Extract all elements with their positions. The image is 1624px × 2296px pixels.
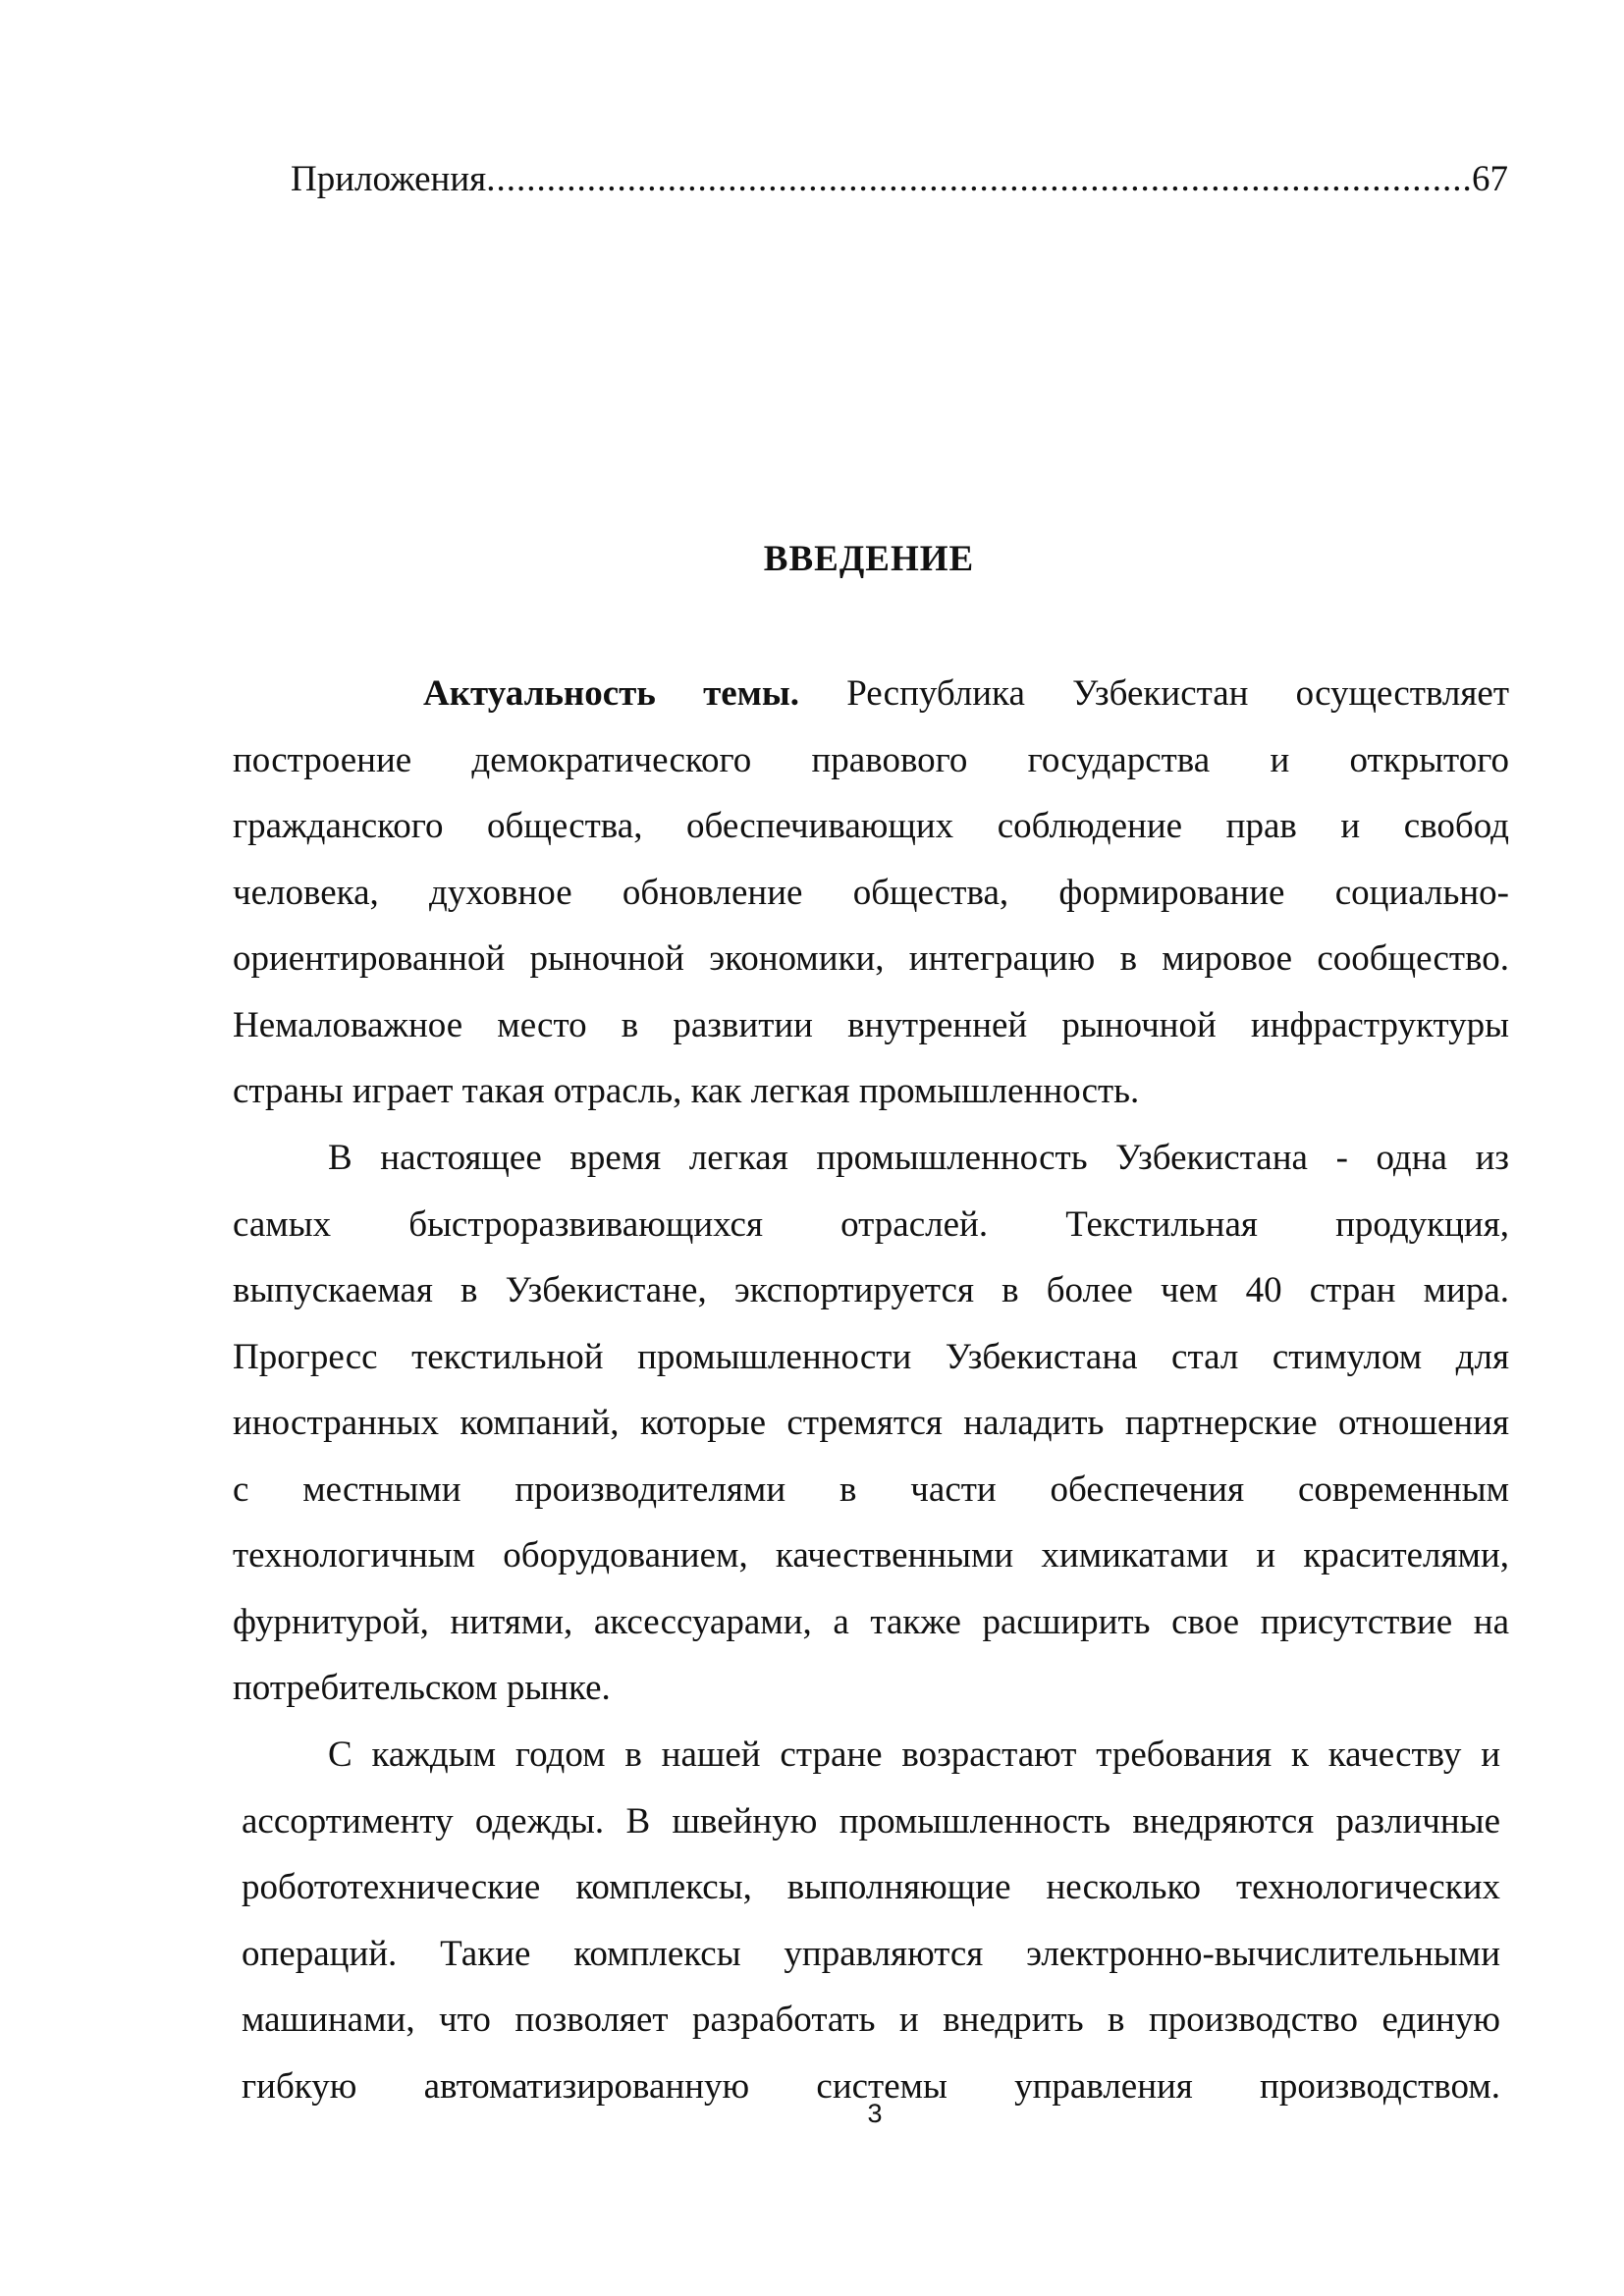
paragraph-line: потребительском рынке. [233, 1668, 611, 1708]
paragraph-line: гражданского общества, обеспечивающих соблюдение прав и свобод [233, 806, 1509, 846]
toc-entry-page-number: 67 [1472, 159, 1508, 199]
paragraph-line-text: Республика Узбекистан осуществляет [846, 673, 1509, 714]
toc-dot-leader [486, 155, 1472, 204]
paragraph-garment-requirements [242, 1722, 1500, 2119]
paragraph-line: машинами, что позволяет разработать и внедрить в производство единую [242, 2000, 1500, 2040]
paragraph-line: гибкую автоматизированную системы управления производством. [242, 2065, 1500, 2107]
paragraph-line [233, 661, 1509, 727]
paragraph-line: с местными производителями в части обеспечения современным [233, 1468, 1509, 1510]
paragraph-line: операций. Такие комплексы управляются электронно-вычислительными [242, 1933, 1500, 1974]
paragraph-line: выпускаемая в Узбекистане, экспортируется в более чем 40 стран мира. [233, 1270, 1509, 1310]
paragraph-line: С каждым годом в нашей стране возрастают требования к качеству и [328, 1735, 1500, 1775]
toc-entry-label: Приложения [291, 159, 487, 199]
paragraph-line: фурнитурой, нитями, аксессуарами, а также расширить свое присутствие на [233, 1601, 1509, 1642]
paragraph-line: ориентированной рыночной экономики, интеграцию в мировое сообщество. [233, 938, 1509, 979]
paragraph-light-industry [233, 1125, 1509, 1722]
paragraph-line: построение демократического правового государства и открытого [233, 739, 1509, 780]
paragraph-lead-bold: Актуальность темы. [423, 673, 800, 714]
paragraph-line: Немаловажное место в развитии внутренней рыночной инфраструктуры [233, 1004, 1509, 1045]
paragraph-line: ассортименту одежды. В швейную промышленность внедряются различные [242, 1800, 1500, 1842]
paragraph-line: самых быстроразвивающихся отраслей. Текстильная продукция, [233, 1203, 1509, 1245]
paragraph-line: иностранных компаний, которые стремятся наладить партнерские отношения [233, 1403, 1509, 1443]
paragraph-relevance [233, 661, 1509, 1125]
paragraph-line: Прогресс текстильной промышленности Узбекистана стал стимулом для [233, 1336, 1509, 1377]
toc-entry-appendices [291, 155, 1508, 204]
page-number: 3 [867, 2099, 883, 2128]
paragraph-line: технологичным оборудованием, качественными химикатами и красителями, [233, 1535, 1509, 1575]
paragraph-line: страны играет такая отрасль, как легкая промышленность. [233, 1071, 1140, 1111]
paragraph-line: В настоящее время легкая промышленность Узбекистана - одна из [328, 1138, 1509, 1178]
section-heading: ВВЕДЕНИЕ [763, 539, 975, 579]
paragraph-line: робототехнические комплексы, выполняющие несколько технологических [242, 1867, 1500, 1907]
paragraph-line: человека, духовное обновление общества, формирование социально- [233, 872, 1509, 913]
